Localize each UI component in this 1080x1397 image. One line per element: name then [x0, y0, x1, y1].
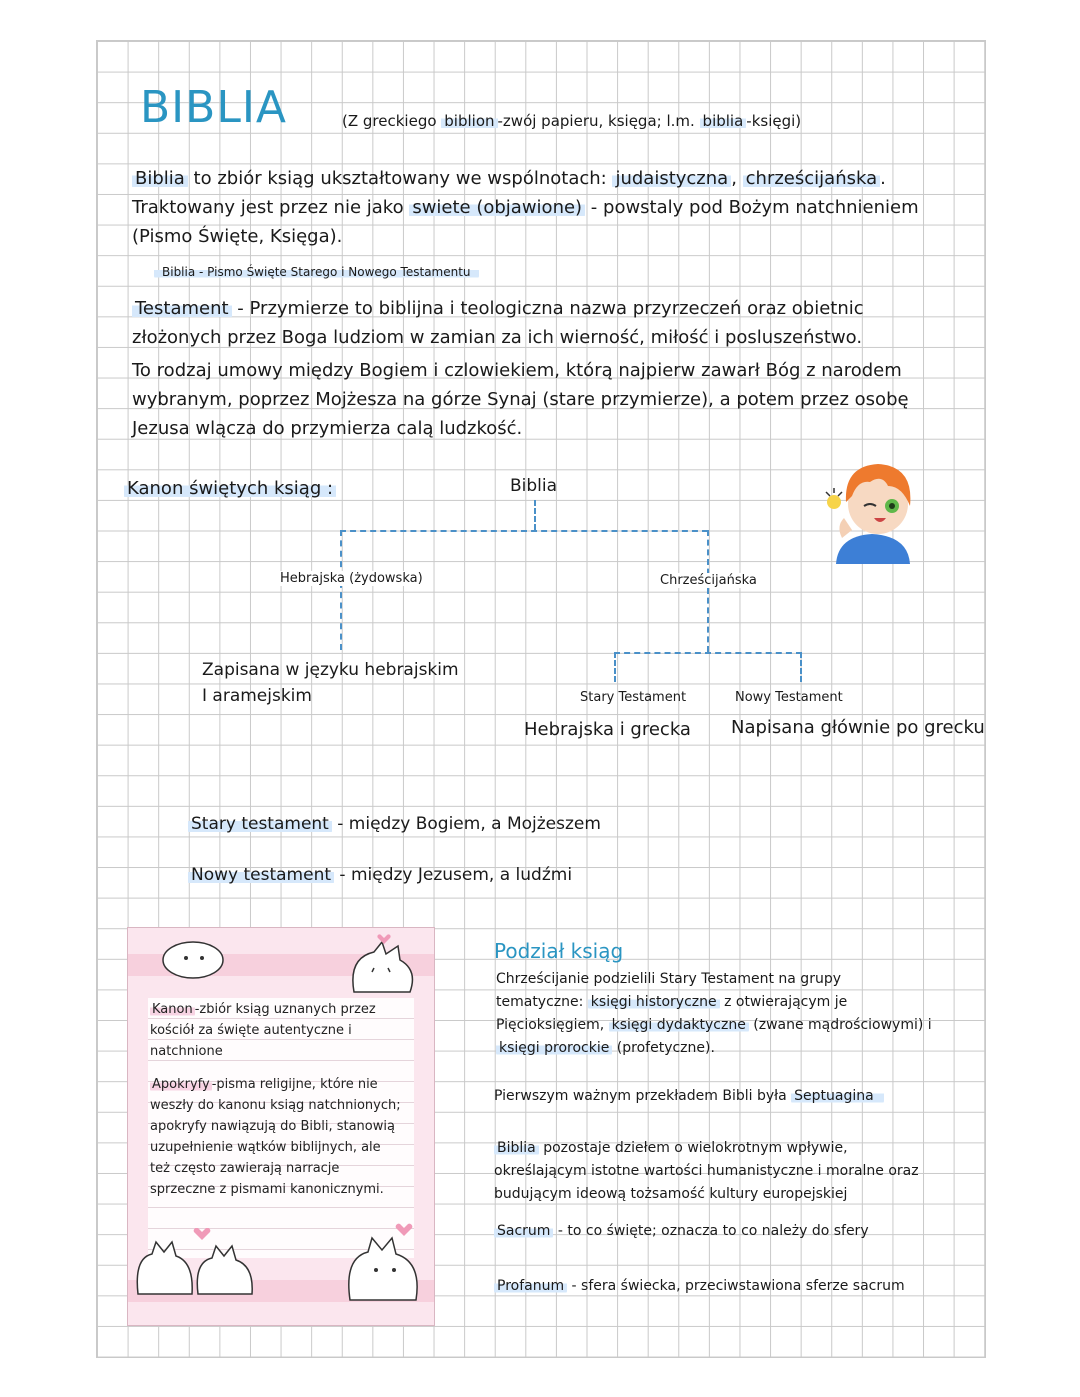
- cats-icon: [132, 1228, 272, 1298]
- podzial-line-2: [496, 991, 932, 1014]
- note-small-text: Biblia - Pismo Święte Starego i Nowego Testamentu: [154, 265, 479, 279]
- covenant-old-term: Stary testament: [188, 814, 332, 834]
- profanum-line: [494, 1275, 905, 1298]
- tree-left-note: [202, 657, 459, 709]
- card-kanon-line-1: [150, 999, 376, 1020]
- card-kanon-line-3: natchnione: [150, 1044, 223, 1059]
- podzial-text-3b: (zwane mądrościowymi) i: [748, 1017, 932, 1033]
- podzial-line-1: Chrześcijanie podzielili Stary Testament na grupy: [496, 971, 841, 987]
- definitions-card: [127, 927, 435, 1326]
- page-title: BIBLIA: [140, 82, 287, 133]
- podzial-term-historyczne: księgi historyczne: [588, 994, 720, 1010]
- podzial-line-4: [496, 1037, 932, 1060]
- intro-term-biblia: Biblia: [132, 168, 188, 189]
- etymology-suffix: -księgi): [746, 112, 802, 130]
- kanon-label: [124, 478, 336, 499]
- biblia-influence-term: Biblia: [494, 1140, 539, 1156]
- intro-term-swiete: swiete (objawione): [409, 197, 585, 218]
- tree-line-sub: [614, 652, 802, 654]
- card-apok-line-5: też często zawierają narracje: [150, 1161, 340, 1176]
- cat-icon: [344, 934, 424, 998]
- profanum-text: - sfera świecka, przeciwstawiona sferze sacrum: [567, 1278, 905, 1294]
- character-sticker: [822, 456, 922, 568]
- intro-text-1: to zbiór ksiąg ukształtowany we wspólnotach:: [187, 168, 613, 189]
- card-kanon-line-2: kościół za święte autentyczne i: [150, 1023, 352, 1038]
- card-apok-line-6: sprzeczne z pismami kanonicznymi.: [150, 1182, 384, 1197]
- cat-icon: [338, 1218, 428, 1304]
- testament-line-4: wybranym, poprzez Mojżesza na górze Synaj (stare przymierze), a potem przez osobę: [132, 389, 909, 410]
- covenant-new-text: - między Jezusem, a ludźmi: [334, 865, 573, 885]
- tree-line-old: [614, 652, 616, 682]
- podzial-text-2b: z otwierającym je: [719, 994, 848, 1010]
- intro-sep: ,: [731, 168, 743, 189]
- podzial-paragraph: [496, 968, 932, 1060]
- testament-line-3: To rodzaj umowy między Bogiem i czlowiekiem, którą najpierw zawarł Bóg z narodem: [132, 360, 902, 381]
- card-apok-term: Apokryfy: [152, 1077, 210, 1092]
- etymology-term-biblion: biblion: [441, 112, 497, 130]
- covenant-old-text: - między Bogiem, a Mojżeszem: [331, 814, 601, 834]
- biblia-influence-line-2: określającym istotne wartości humanistyczne i moralne oraz: [494, 1163, 919, 1179]
- card-kanon: [150, 999, 376, 1062]
- intro-line-1: [132, 164, 919, 193]
- kanon-label-text: Kanon świętych ksiąg :: [124, 478, 336, 499]
- testament-line-5: Jezusa wlącza do przymierza calą ludzkość.: [132, 418, 523, 439]
- card-apok-line-4: uzupełnienie wątków biblijnych, ale: [150, 1140, 381, 1155]
- tree-right-label: Chrześcijańska: [660, 573, 757, 588]
- etymology-mid: -zwój papieru, księga; l.m.: [497, 112, 700, 130]
- etymology-prefix: (Z greckiego: [342, 112, 442, 130]
- testament-line-2: złożonych przez Boga ludziom w zamian za ich wierność, miłość i posluszeństwo.: [132, 327, 863, 348]
- podzial-term-dydaktyczne: księgi dydaktyczne: [609, 1017, 749, 1033]
- sacrum-line: [494, 1220, 869, 1243]
- intro-paragraph: [132, 164, 919, 251]
- tree-line-new: [800, 652, 802, 682]
- podzial-term-prorockie: księgi prorockie: [496, 1040, 612, 1056]
- biblia-influence-line-1: [494, 1137, 919, 1160]
- tree-old-note: Hebrajska i grecka: [524, 719, 691, 740]
- tree-left-label: Hebrajska (żydowska): [280, 571, 423, 586]
- intro-text-2a: Traktowany jest przez nie jako: [132, 197, 410, 218]
- podzial-heading: Podział ksiąg: [494, 939, 624, 963]
- intro-term-chrzescijanska: chrześcijańska: [743, 168, 880, 189]
- tree-line-right: [707, 530, 709, 652]
- tree-left-note-2: I aramejskim: [202, 686, 312, 706]
- intro-end: .: [880, 168, 886, 189]
- tree-line-top: [340, 530, 708, 532]
- podzial-line-3: [496, 1014, 932, 1037]
- intro-line-2: [132, 193, 919, 222]
- card-kanon-text-1: -zbiór ksiąg uznanych przez: [194, 1002, 376, 1017]
- podzial-text-2a: tematyczne:: [496, 994, 588, 1010]
- podzial-text-3a: Pięcioksięgiem,: [496, 1017, 609, 1033]
- profanum-term: Profanum: [494, 1278, 567, 1294]
- covenant-new-term: Nowy testament: [188, 865, 334, 885]
- testament-line-1: [132, 294, 909, 323]
- septuagina-term: Septuagina: [791, 1088, 884, 1104]
- testament-paragraph: [132, 294, 909, 443]
- card-apokryfy: [150, 1074, 401, 1200]
- septuagina-line: [494, 1085, 884, 1108]
- tree-new-label: Nowy Testament: [735, 690, 843, 705]
- covenant-old: [188, 814, 601, 834]
- note-small: [154, 265, 479, 279]
- intro-term-judaistyczna: judaistyczna: [612, 168, 731, 189]
- tree-left-note-1: Zapisana w języku hebrajskim: [202, 660, 459, 680]
- etymology: [342, 112, 801, 130]
- card-apok-line-1: [150, 1074, 401, 1095]
- sacrum-text: - to co święte; oznacza to co należy do sfery: [553, 1223, 869, 1239]
- testament-text-1: - Przymierze to biblijna i teologiczna nazwa przyrzeczeń oraz obietnic: [231, 298, 864, 319]
- sacrum-term: Sacrum: [494, 1223, 553, 1239]
- tree-old-label: Stary Testament: [580, 690, 687, 705]
- etymology-term-biblia: biblia: [700, 112, 747, 130]
- intro-line-3: (Pismo Święte, Księga).: [132, 226, 343, 247]
- card-apok-line-3: apokryfy nawiązują do Bibli, stanowią: [150, 1119, 395, 1134]
- tree-line-left: [340, 530, 342, 650]
- biblia-influence: [494, 1137, 919, 1206]
- intro-text-2b: - powstaly pod Bożym natchnieniem: [585, 197, 919, 218]
- card-kanon-term: Kanon: [152, 1002, 193, 1017]
- tree-new-note: Napisana głównie po grecku: [731, 717, 985, 738]
- testament-term: Testament: [132, 298, 232, 319]
- covenant-new: [188, 865, 572, 885]
- tree-line-root: [534, 500, 536, 530]
- card-apok-text-1: -pisma religijne, które nie: [211, 1077, 378, 1092]
- card-apok-line-2: weszły do kanonu ksiąg natchnionych;: [150, 1098, 401, 1113]
- cat-icon: [158, 932, 228, 982]
- podzial-text-4b: (profetyczne).: [612, 1040, 715, 1056]
- septuagina-text: Pierwszym ważnym przekładem Bibli była: [494, 1088, 792, 1104]
- biblia-influence-text-1: pozostaje dziełem o wielokrotnym wpływie,: [538, 1140, 848, 1156]
- tree-root: Biblia: [510, 476, 558, 496]
- biblia-influence-line-3: budującym ideową tożsamość kultury europejskiej: [494, 1186, 848, 1202]
